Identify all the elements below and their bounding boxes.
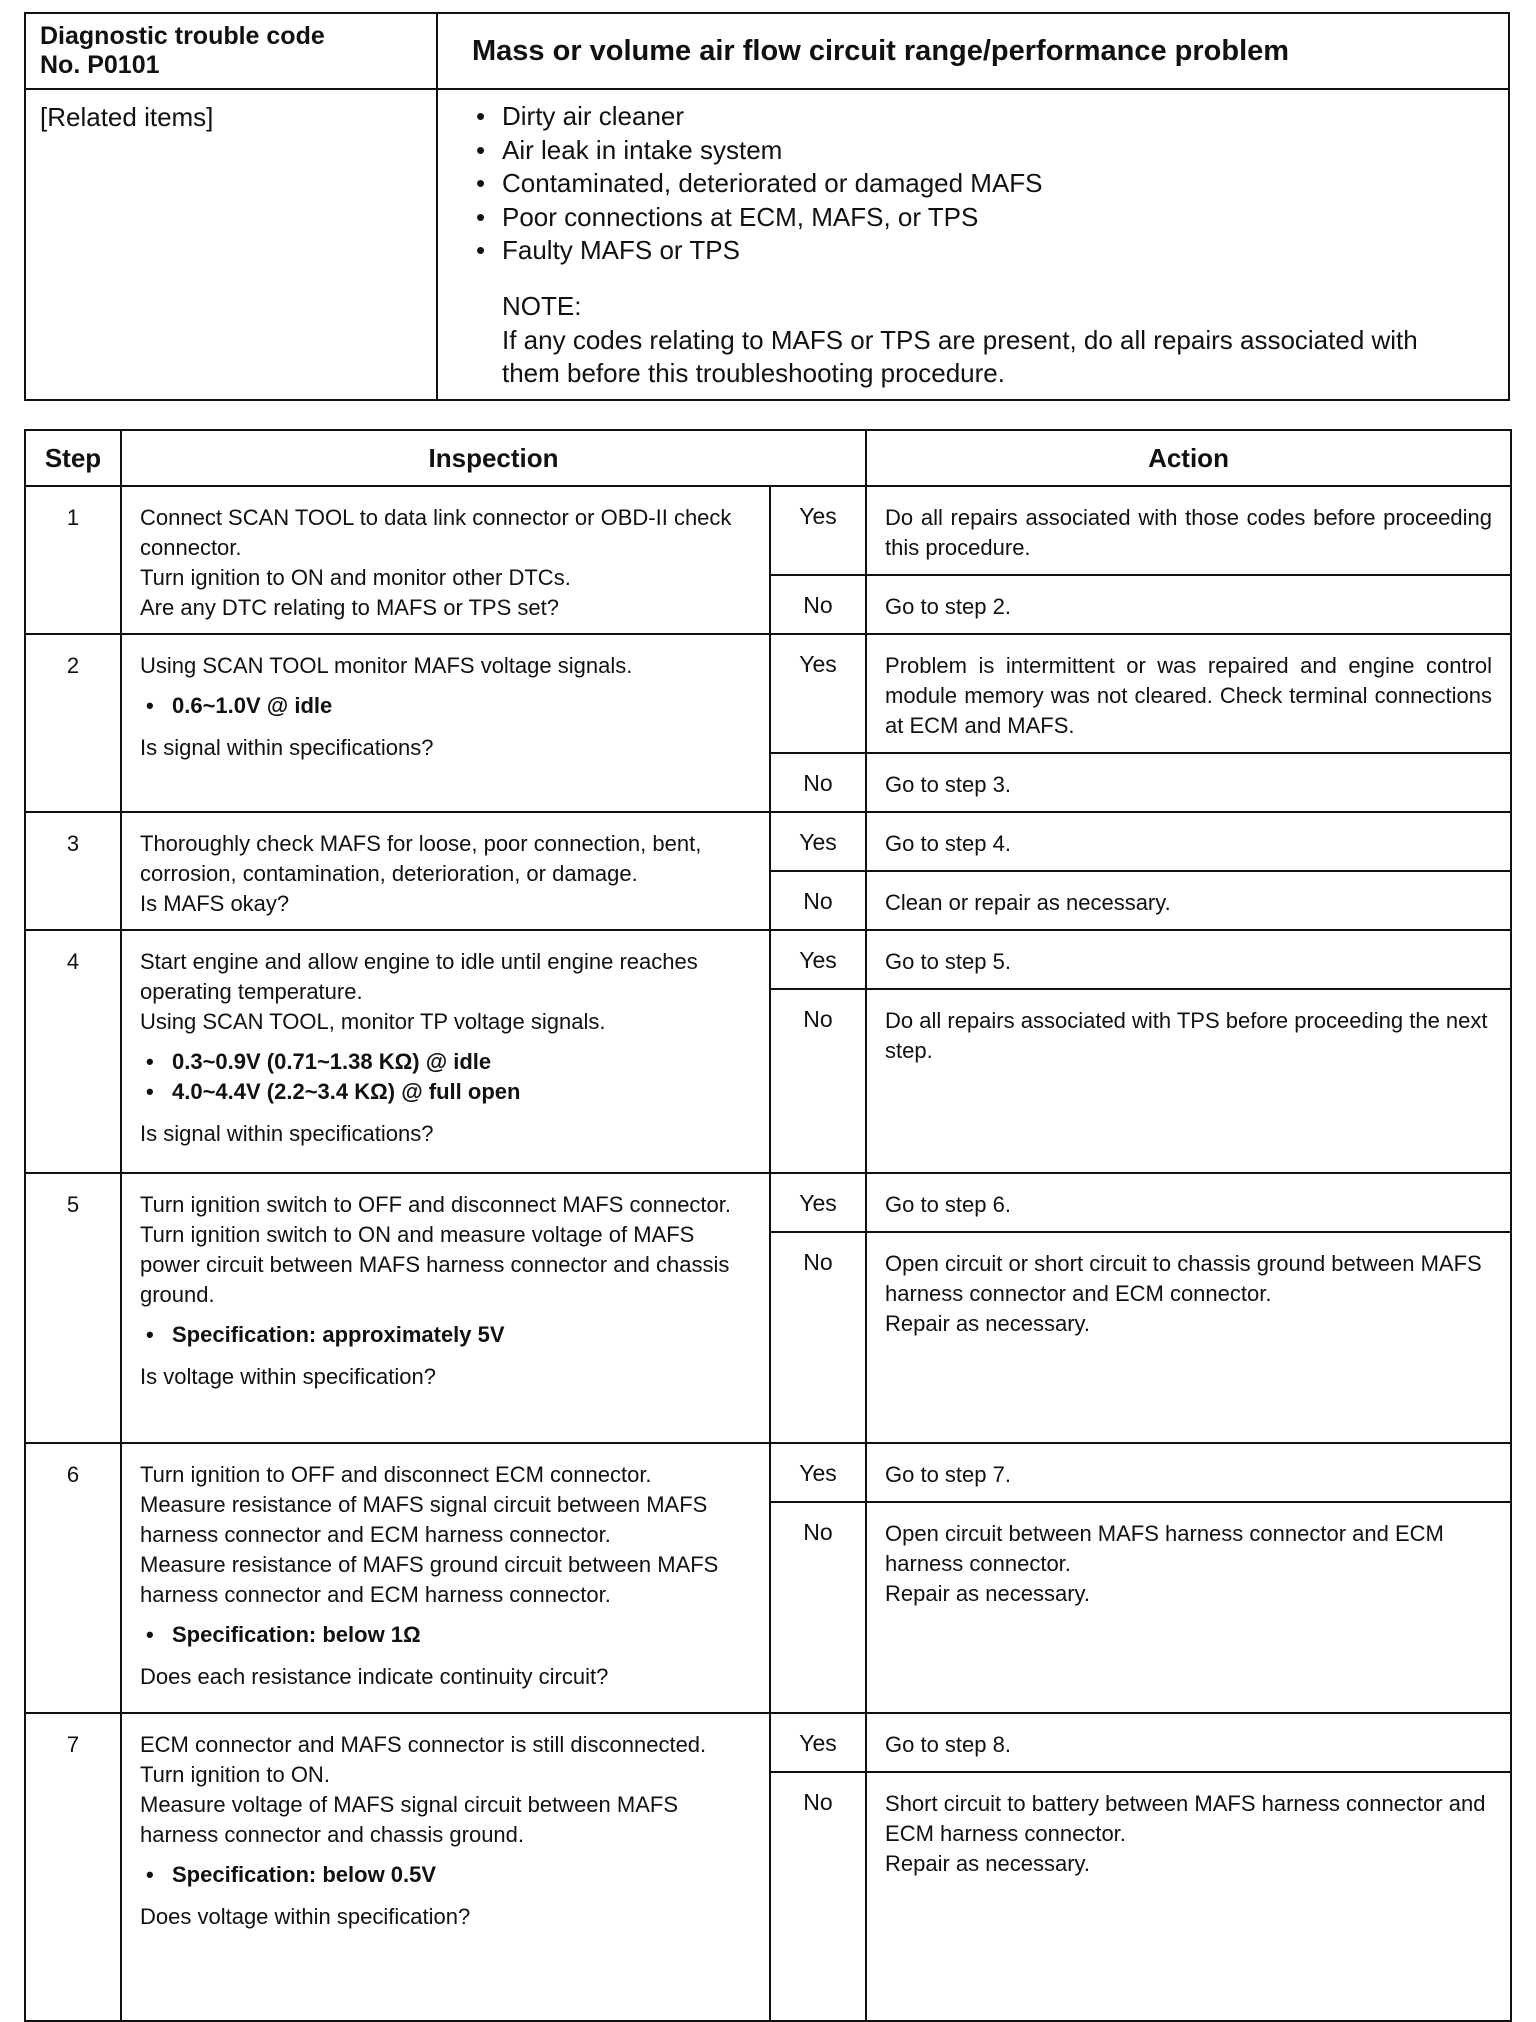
yes-action: Do all repairs associated with those codes before proceeding this procedure. bbox=[866, 486, 1511, 575]
column-header-step: Step bbox=[25, 430, 121, 486]
no-label: No bbox=[770, 871, 866, 930]
step-number: 6 bbox=[25, 1443, 121, 1713]
no-label: No bbox=[770, 1502, 866, 1713]
yes-label: Yes bbox=[770, 1713, 866, 1772]
dtc-title: Mass or volume air flow circuit range/performance problem bbox=[437, 13, 1509, 89]
step-row bbox=[25, 486, 1511, 575]
yes-action: Problem is intermittent or was repaired and engine control module memory was not cleared. Check terminal connections at ECM and MAFS. bbox=[866, 634, 1511, 753]
inspection-line: Start engine and allow engine to idle until engine reaches operating temperature. bbox=[140, 949, 698, 1004]
related-item: • Dirty air cleaner bbox=[472, 100, 1474, 134]
dtc-code-cell bbox=[25, 13, 437, 89]
dtc-code-label: Diagnostic trouble code bbox=[40, 22, 325, 50]
yes-label: Yes bbox=[770, 812, 866, 871]
inspection-line: Using SCAN TOOL, monitor TP voltage signals. bbox=[140, 1009, 606, 1034]
inspection-line: Are any DTC relating to MAFS or TPS set? bbox=[140, 595, 559, 620]
no-action: Short circuit to battery between MAFS harness connector and ECM harness connector. Repair as necessary. bbox=[866, 1772, 1511, 2021]
yes-label: Yes bbox=[770, 1443, 866, 1502]
inspection-line: Measure voltage of MAFS signal circuit between MAFS harness connector and chassis ground. bbox=[140, 1792, 679, 1847]
step-row bbox=[25, 1173, 1511, 1232]
inspection-line: Turn ignition to ON and monitor other DTCs. bbox=[140, 565, 571, 590]
inspection-line: Turn ignition switch to ON and measure voltage of MAFS power circuit between MAFS harness connector and chassis ground. bbox=[140, 1222, 730, 1307]
yes-action: Go to step 5. bbox=[866, 930, 1511, 989]
inspection-question: Is voltage within specification? bbox=[140, 1364, 436, 1389]
inspection-cell bbox=[121, 486, 770, 634]
no-label: No bbox=[770, 1772, 866, 2021]
step-row bbox=[25, 812, 1511, 871]
related-items-cell bbox=[437, 89, 1509, 400]
step-number: 1 bbox=[25, 486, 121, 634]
step-row bbox=[25, 634, 1511, 753]
table-header-row bbox=[25, 430, 1511, 486]
troubleshooting-table bbox=[24, 429, 1512, 2022]
inspection-line: Using SCAN TOOL monitor MAFS voltage signals. bbox=[140, 653, 633, 678]
no-action: Do all repairs associated with TPS before proceeding the next step. bbox=[866, 989, 1511, 1173]
no-label: No bbox=[770, 989, 866, 1173]
related-item: • Contaminated, deteriorated or damaged MAFS bbox=[472, 167, 1474, 201]
no-label: No bbox=[770, 575, 866, 634]
no-label: No bbox=[770, 753, 866, 812]
specification: • Specification: below 1Ω bbox=[140, 1620, 751, 1650]
step-row bbox=[25, 930, 1511, 989]
inspection-cell bbox=[121, 1713, 770, 2021]
no-action: Open circuit or short circuit to chassis ground between MAFS harness connector and ECM connector. Repair as necessary. bbox=[866, 1232, 1511, 1443]
column-header-inspection: Inspection bbox=[121, 430, 866, 486]
no-action: Go to step 2. bbox=[866, 575, 1511, 634]
inspection-line: Turn ignition to ON. bbox=[140, 1762, 330, 1787]
step-row bbox=[25, 1713, 1511, 1772]
inspection-question: Does each resistance indicate continuity circuit? bbox=[140, 1664, 609, 1689]
related-item: • Air leak in intake system bbox=[472, 134, 1474, 168]
specification: • 0.3~0.9V (0.71~1.38 KΩ) @ idle bbox=[140, 1047, 751, 1077]
inspection-line: Measure resistance of MAFS ground circuit between MAFS harness connector and ECM harness connector. bbox=[140, 1552, 719, 1607]
step-number: 7 bbox=[25, 1713, 121, 2021]
inspection-line: Thoroughly check MAFS for loose, poor connection, bent, corrosion, contamination, deterioration, or damage. bbox=[140, 831, 702, 886]
yes-label: Yes bbox=[770, 1173, 866, 1232]
related-items-label: [Related items] bbox=[25, 89, 437, 400]
specification: • Specification: approximately 5V bbox=[140, 1320, 751, 1350]
note-block bbox=[472, 290, 1474, 391]
step-number: 5 bbox=[25, 1173, 121, 1443]
inspection-cell bbox=[121, 812, 770, 930]
step-number: 3 bbox=[25, 812, 121, 930]
inspection-line: Turn ignition switch to OFF and disconnect MAFS connector. bbox=[140, 1192, 732, 1217]
note-label: NOTE: bbox=[502, 290, 582, 321]
step-number: 2 bbox=[25, 634, 121, 812]
yes-label: Yes bbox=[770, 634, 866, 753]
inspection-line: Measure resistance of MAFS signal circuit between MAFS harness connector and ECM harness connector. bbox=[140, 1492, 708, 1547]
inspection-cell bbox=[121, 1443, 770, 1713]
inspection-line: Is MAFS okay? bbox=[140, 891, 290, 916]
inspection-cell bbox=[121, 634, 770, 812]
related-item: • Faulty MAFS or TPS bbox=[472, 234, 1474, 268]
note-text: If any codes relating to MAFS or TPS are present, do all repairs associated with them before this troubleshooting procedure. bbox=[502, 324, 1418, 389]
specification: • 4.0~4.4V (2.2~3.4 KΩ) @ full open bbox=[140, 1077, 751, 1107]
no-action: Open circuit between MAFS harness connector and ECM harness connector. Repair as necessary. bbox=[866, 1502, 1511, 1713]
inspection-question: Does voltage within specification? bbox=[140, 1904, 471, 1929]
yes-action: Go to step 8. bbox=[866, 1713, 1511, 1772]
no-action: Go to step 3. bbox=[866, 753, 1511, 812]
yes-label: Yes bbox=[770, 486, 866, 575]
dtc-header-table bbox=[24, 12, 1510, 401]
step-row bbox=[25, 1443, 1511, 1502]
inspection-line: ECM connector and MAFS connector is still disconnected. bbox=[140, 1732, 707, 1757]
step-number: 4 bbox=[25, 930, 121, 1173]
no-action: Clean or repair as necessary. bbox=[866, 871, 1511, 930]
yes-action: Go to step 6. bbox=[866, 1173, 1511, 1232]
steps-body bbox=[25, 486, 1511, 2021]
no-label: No bbox=[770, 1232, 866, 1443]
related-item: • Poor connections at ECM, MAFS, or TPS bbox=[472, 201, 1474, 235]
column-header-action: Action bbox=[866, 430, 1511, 486]
inspection-question: Is signal within specifications? bbox=[140, 1121, 434, 1146]
dtc-code-number: No. P0101 bbox=[40, 51, 160, 79]
specification: • 0.6~1.0V @ idle bbox=[140, 691, 751, 721]
inspection-line: Turn ignition to OFF and disconnect ECM connector. bbox=[140, 1462, 652, 1487]
yes-action: Go to step 7. bbox=[866, 1443, 1511, 1502]
specification: • Specification: below 0.5V bbox=[140, 1860, 751, 1890]
yes-action: Go to step 4. bbox=[866, 812, 1511, 871]
inspection-cell bbox=[121, 930, 770, 1173]
inspection-question: Is signal within specifications? bbox=[140, 735, 434, 760]
inspection-line: Connect SCAN TOOL to data link connector or OBD-II check connector. bbox=[140, 505, 732, 560]
inspection-cell bbox=[121, 1173, 770, 1443]
yes-label: Yes bbox=[770, 930, 866, 989]
